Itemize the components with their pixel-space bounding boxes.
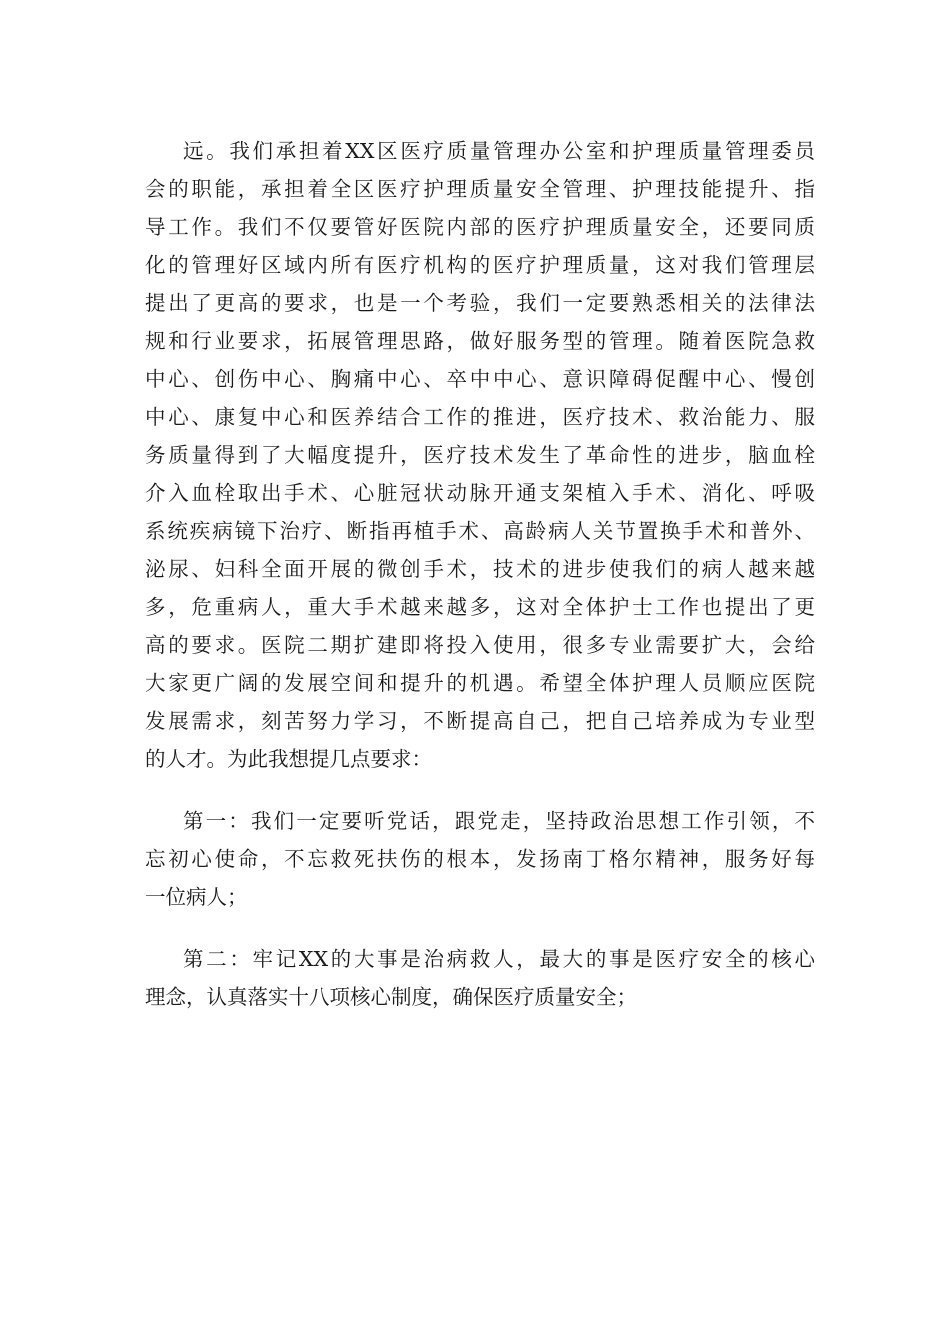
text-line: 中心、创伤中心、胸痛中心、卒中中心、意识障碍促醒中心、慢创 — [145, 367, 815, 391]
paragraph-1 — [145, 132, 815, 778]
text-line: 高的要求。医院二期扩建即将投入使用，很多专业需要扩大，会给 — [145, 633, 815, 657]
text-line: 系统疾病镜下治疗、断指再植手术、高龄病人关节置换手术和普外、 — [145, 519, 815, 543]
text-line: 第一：我们一定要听党话，跟党走，坚持政治思想工作引领，不 — [183, 809, 815, 833]
text-line: 化的管理好区域内所有医疗机构的医疗护理质量，这对我们管理层 — [145, 253, 815, 277]
text-line: 泌尿、妇科全面开展的微创手术，技术的进步使我们的病人越来越 — [145, 557, 815, 581]
paragraph-2 — [145, 802, 815, 916]
text-line: 一位病人； — [145, 885, 248, 909]
paragraph-3 — [145, 940, 815, 1016]
text-line: 理念，认真落实十八项核心制度，确保医疗质量安全； — [145, 985, 637, 1009]
text-line: 忘初心使命，不忘救死扶伤的根本，发扬南丁格尔精神，服务好每 — [145, 847, 815, 871]
text-line: 会的职能，承担着全区医疗护理质量安全管理、护理技能提升、指 — [145, 177, 815, 201]
text-line: 中心、康复中心和医养结合工作的推进，医疗技术、救治能力、服 — [145, 405, 815, 429]
document-body — [145, 132, 815, 1016]
text-line: 大家更广阔的发展空间和提升的机遇。希望全体护理人员顺应医院 — [145, 671, 815, 695]
text-line: 务质量得到了大幅度提升，医疗技术发生了革命性的进步，脑血栓 — [145, 443, 815, 467]
text-line: 导工作。我们不仅要管好医院内部的医疗护理质量安全，还要同质 — [145, 215, 815, 239]
text-line: 远。我们承担着XX区医疗质量管理办公室和护理质量管理委员 — [183, 139, 815, 163]
paragraph-spacer — [145, 916, 815, 940]
paragraph-spacer — [145, 778, 815, 802]
text-line: 第二：牢记XX的大事是治病救人，最大的事是医疗安全的核心 — [183, 947, 815, 971]
text-line: 多，危重病人，重大手术越来越多，这对全体护士工作也提出了更 — [145, 595, 815, 619]
text-line: 发展需求，刻苦努力学习，不断提高自己，把自己培养成为专业型 — [145, 709, 815, 733]
text-line: 的人才。为此我想提几点要求： — [145, 747, 432, 771]
text-line: 提出了更高的要求，也是一个考验，我们一定要熟悉相关的法律法 — [145, 291, 815, 315]
text-line: 介入血栓取出手术、心脏冠状动脉开通支架植入手术、消化、呼吸 — [145, 481, 815, 505]
text-line: 规和行业要求，拓展管理思路，做好服务型的管理。随着医院急救 — [145, 329, 815, 353]
